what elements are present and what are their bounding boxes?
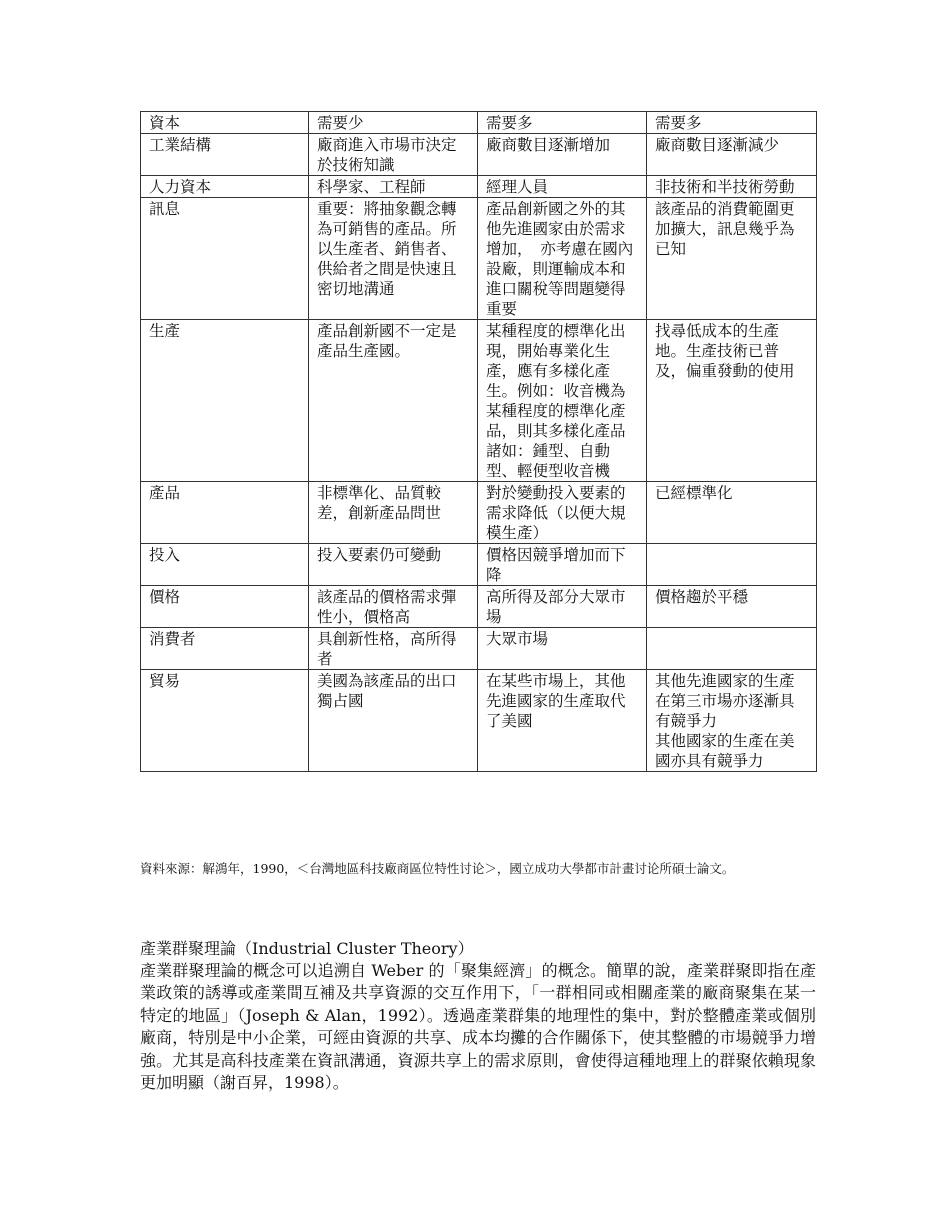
table-cell: 價格趨於平穩 — [647, 586, 817, 628]
table-row — [141, 320, 817, 482]
table-cell: 高所得及部分大眾市場 — [478, 586, 647, 628]
table-cell: 價格因競爭增加而下降 — [478, 544, 647, 586]
table-row — [141, 134, 817, 176]
table-row — [141, 482, 817, 544]
table-cell: 需要少 — [309, 112, 478, 134]
table-cell: 大眾市場 — [478, 628, 647, 670]
table-row — [141, 628, 817, 670]
table-cell: 非技術和半技術勞動 — [647, 176, 817, 198]
row-header-cell: 生產 — [141, 320, 309, 482]
table-cell: 某種程度的標準化出現，開始專業化生產，應有多樣化產生。例如：收音機為某種程度的標準化產品，則其多樣化產品諸如：鍾型、自動型、輕便型收音機 — [478, 320, 647, 482]
table-cell: 科學家、工程師 — [309, 176, 478, 198]
row-header-cell: 人力資本 — [141, 176, 309, 198]
table-cell: 其他先進國家的生產在第三市場亦逐漸具有競爭力 其他國家的生產在美國亦具有競爭力 — [647, 670, 817, 772]
table-cell: 經理人員 — [478, 176, 647, 198]
row-header-cell: 資本 — [141, 112, 309, 134]
table-cell: 具創新性格，高所得者 — [309, 628, 478, 670]
row-header-cell: 貿易 — [141, 670, 309, 772]
table-cell: 重要：將抽象觀念轉為可銷售的產品。所以生產者、銷售者、供給者之間是快速且密切地溝通 — [309, 198, 478, 320]
row-header-cell: 產品 — [141, 482, 309, 544]
table-cell: 需要多 — [478, 112, 647, 134]
table-cell: 找尋低成本的生產地。生產技術已普及，偏重發動的使用 — [647, 320, 817, 482]
table-cell: 該產品的價格需求彈性小，價格高 — [309, 586, 478, 628]
row-header-cell: 投入 — [141, 544, 309, 586]
source-note: 資料來源：解鴻年，1990，＜台灣地區科技廠商區位特性讨论＞，國立成功大學都市計畫讨论所碩士論文。 — [140, 861, 735, 876]
table-cell: 投入要素仍可變動 — [309, 544, 478, 586]
table-cell: 已經標準化 — [647, 482, 817, 544]
section-title: 產業群聚理論（Industrial Cluster Theory） — [140, 939, 474, 958]
section-body: 產業群聚理論的概念可以追溯自 Weber 的「聚集經濟」的概念。簡單的說，產業群聚即指在產業政策的誘導或產業間互補及共享資源的交互作用下，「一群相同或相關產業的廠商聚集在某一特定的地區」（Joseph & Alan，1992）。透過產業群集的地理性的集中，對於整體產業或個別廠商，特別是中小企業，可經由資源的共享、成本均攤的合作關係下，使其整體的市場競爭力增強。尤其是高科技產業在資訊溝通，資源共享上的需求原則，會使得這種地理上的群聚依賴現象更加明顯（謝百昇，1998）。 — [140, 961, 816, 1093]
row-header-cell: 消費者 — [141, 628, 309, 670]
row-header-cell: 工業結構 — [141, 134, 309, 176]
table-body — [141, 112, 817, 772]
table-cell: 產品創新國之外的其他先進國家由於需求增加， 亦考慮在國內設廠，則運輸成本和進口關稅等問題變得重要 — [478, 198, 647, 320]
table-cell: 在某些市場上，其他先進國家的生產取代了美國 — [478, 670, 647, 772]
row-header-cell: 訊息 — [141, 198, 309, 320]
table-row — [141, 670, 817, 772]
row-header-cell: 價格 — [141, 586, 309, 628]
table-row — [141, 198, 817, 320]
table-row — [141, 112, 817, 134]
table-row — [141, 544, 817, 586]
table-cell: 廠商進入市場市決定於技術知識 — [309, 134, 478, 176]
table-cell: 產品創新國不一定是產品生產國。 — [309, 320, 478, 482]
table-cell: 非標準化、品質較差，創新產品問世 — [309, 482, 478, 544]
table-cell: 美國為該產品的出口獨占國 — [309, 670, 478, 772]
table-cell: 對於變動投入要素的需求降低（以便大規模生產） — [478, 482, 647, 544]
table-row — [141, 586, 817, 628]
table-cell — [647, 544, 817, 586]
table-cell: 需要多 — [647, 112, 817, 134]
table-cell: 廠商數目逐漸增加 — [478, 134, 647, 176]
table-cell: 該產品的消費範圍更加擴大，訊息幾乎為已知 — [647, 198, 817, 320]
table-row — [141, 176, 817, 198]
product-life-cycle-table — [140, 111, 817, 772]
table-cell: 廠商數目逐漸減少 — [647, 134, 817, 176]
table-cell — [647, 628, 817, 670]
